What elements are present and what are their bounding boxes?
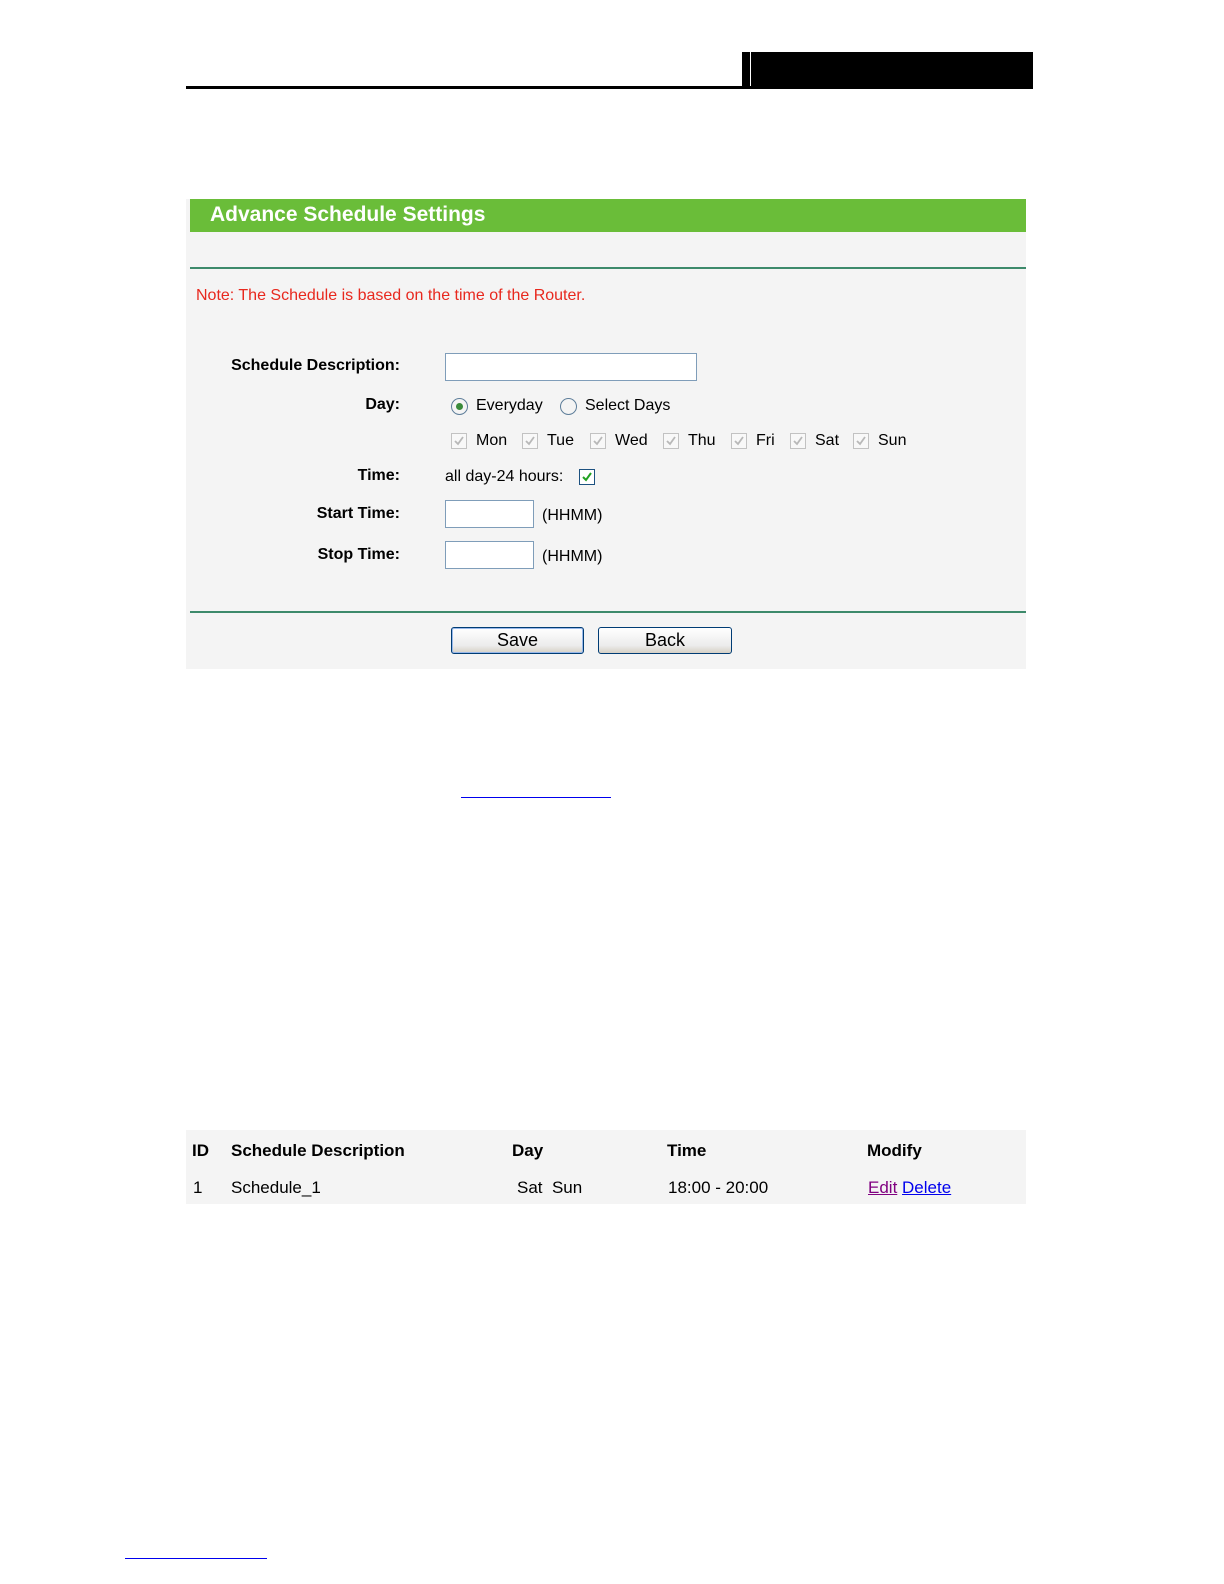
day-label-thu: Thu <box>688 432 716 449</box>
row-day: Sat Sun <box>517 1178 583 1197</box>
panel-title-bar <box>190 199 1026 232</box>
stop-time-input[interactable] <box>445 541 534 569</box>
radio-selected-dot <box>456 403 463 410</box>
day-label-fri: Fri <box>756 432 775 449</box>
column-header-description: Schedule Description <box>231 1141 405 1160</box>
select-days-label: Select Days <box>585 397 671 414</box>
checkmark-icon <box>665 435 677 447</box>
checkmark-icon <box>592 435 604 447</box>
column-header-modify: Modify <box>867 1141 922 1160</box>
everyday-radio[interactable] <box>451 398 468 415</box>
body-link[interactable] <box>461 797 611 798</box>
day-checkbox-thu[interactable] <box>663 433 679 449</box>
edit-link[interactable]: Edit <box>868 1178 898 1197</box>
schedule-settings-panel <box>186 199 1026 669</box>
start-time-input[interactable] <box>445 500 534 528</box>
day-checkbox-fri[interactable] <box>731 433 747 449</box>
start-time-format-hint: (HHMM) <box>542 507 603 524</box>
delete-link[interactable]: Delete <box>902 1178 952 1197</box>
day-label-mon: Mon <box>476 432 508 449</box>
day-label-tue: Tue <box>547 432 574 449</box>
day-label-wed: Wed <box>615 432 648 449</box>
day-checkbox-mon[interactable] <box>451 433 467 449</box>
day-checkbox-wed[interactable] <box>590 433 606 449</box>
stop-time-format-hint: (HHMM) <box>542 548 603 565</box>
select-days-radio[interactable] <box>560 398 577 415</box>
stop-time-label: Stop Time: <box>317 546 400 563</box>
column-header-id: ID <box>192 1141 209 1160</box>
checkmark-icon <box>792 435 804 447</box>
start-time-label: Start Time: <box>316 505 400 522</box>
schedule-list-table <box>186 1130 1026 1204</box>
day-checkbox-sun[interactable] <box>853 433 869 449</box>
day-checkbox-tue[interactable] <box>522 433 538 449</box>
all-day-label: all day-24 hours: <box>445 468 564 485</box>
save-button[interactable]: Save <box>451 627 584 654</box>
panel-title: Advance Schedule Settings <box>210 203 486 226</box>
column-header-day: Day <box>512 1141 544 1160</box>
all-day-checkbox[interactable] <box>579 469 595 485</box>
header-tab-divider <box>750 52 751 89</box>
row-modify <box>868 1178 951 1198</box>
day-label: Day: <box>365 396 400 413</box>
header-tab-block <box>742 52 1033 89</box>
day-label-sun: Sun <box>878 432 907 449</box>
router-time-note: Note: The Schedule is based on the time of the Router. <box>196 287 586 304</box>
schedule-description-label: Schedule Description: <box>231 357 400 374</box>
row-id: 1 <box>193 1178 203 1197</box>
time-label: Time: <box>357 467 400 484</box>
column-header-time: Time <box>667 1141 707 1160</box>
day-checkbox-sat[interactable] <box>790 433 806 449</box>
day-label-sat: Sat <box>815 432 840 449</box>
checkmark-icon <box>524 435 536 447</box>
back-button[interactable]: Back <box>598 627 732 654</box>
checkmark-icon <box>855 435 867 447</box>
checkmark-icon <box>733 435 745 447</box>
checkmark-icon <box>581 471 593 483</box>
checkmark-icon <box>453 435 465 447</box>
row-time: 18:00 - 20:00 <box>668 1178 769 1197</box>
schedule-description-input[interactable] <box>445 353 697 381</box>
bottom-divider <box>190 611 1026 613</box>
everyday-label: Everyday <box>476 397 543 414</box>
row-description: Schedule_1 <box>231 1178 321 1197</box>
header-rule <box>186 86 1033 89</box>
top-divider <box>190 267 1026 269</box>
footer-link[interactable] <box>125 1558 267 1559</box>
